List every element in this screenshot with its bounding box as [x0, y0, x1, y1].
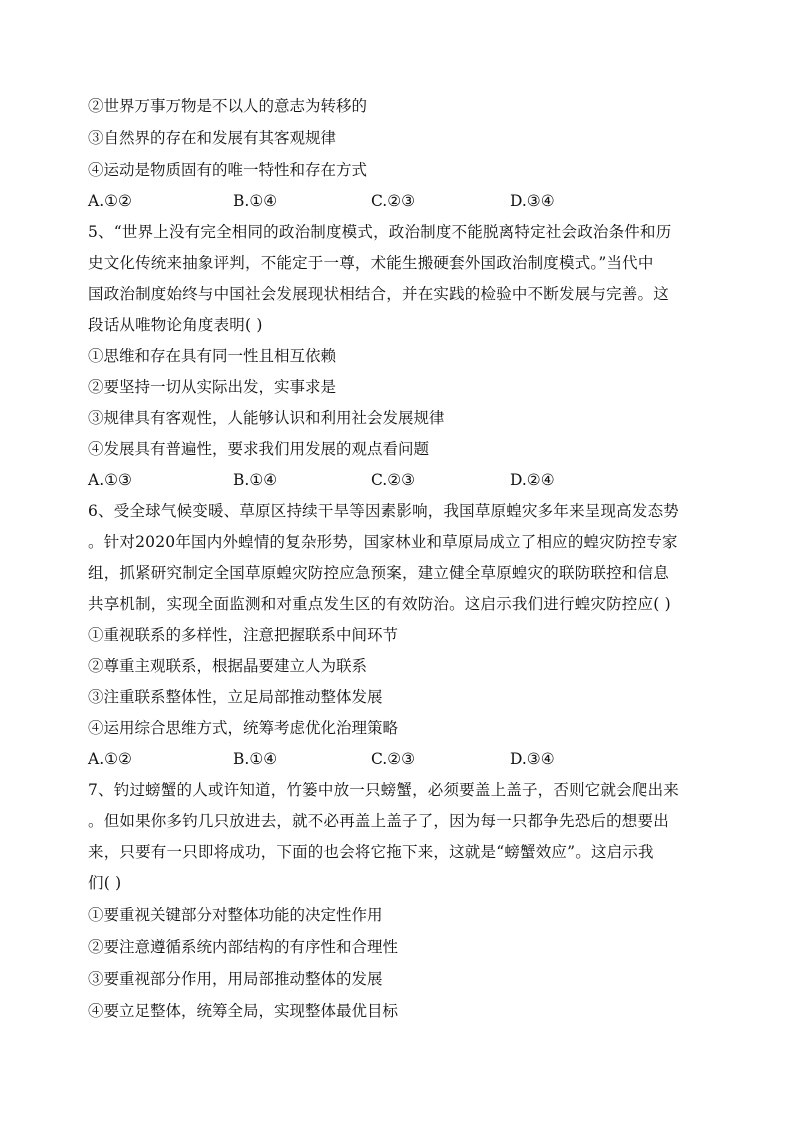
- q5-option-d[interactable]: D.②④: [510, 471, 555, 489]
- q4-statement-3: ③自然界的存在和发展有其客观规律: [88, 129, 337, 147]
- q6-stem-line: 组，抓紧研究制定全国草原蝗灾防控应急预案，建立健全草原蝗灾的联防联控和信息: [88, 564, 669, 582]
- q5-stem-line: 史文化传统来抽象评判，不能定于一尊，术能生搬硬套外国政治制度模式。”当代中: [88, 254, 654, 272]
- q5-statement-1: ①思维和存在具有同一性且相互依赖: [88, 347, 337, 365]
- q6-statement-1: ①重视联系的多样性，注意把握联系中间环节: [88, 626, 399, 644]
- q4-statement-4: ④运动是物质固有的唯一特性和存在方式: [88, 161, 368, 179]
- q7-statement-1: ①要重视关键部分对整体功能的决定性作用: [88, 906, 383, 924]
- q7-statement-4: ④要立足整体，统筹全局，实现整体最优目标: [88, 1002, 399, 1020]
- q7-statement-3: ③要重视部分作用，用局部推动整体的发展: [88, 970, 383, 988]
- q5-option-b[interactable]: B.①④: [233, 471, 278, 489]
- q4-statement-2: ②世界万事万物是不以人的意志为转移的: [88, 97, 368, 115]
- q7-stem-line: 们( ): [88, 874, 122, 892]
- q6-statement-3: ③注重联系整体性，立足局部推动整体发展: [88, 688, 383, 706]
- q6-statement-2: ②尊重主观联系，根据晶要建立人为联系: [88, 657, 368, 675]
- q7-stem-line: 7、钓过螃蟹的人或许知道，竹篓中放一只螃蟹，必须要盖上盖子，否则它就会爬出来: [88, 781, 679, 799]
- q4-option-a[interactable]: A.①②: [88, 192, 132, 210]
- q6-option-d[interactable]: D.③④: [510, 750, 555, 768]
- q6-stem-line: 。针对2020年国内外蝗情的复杂形势，国家林业和草原局成立了相应的蝗灾防控专家: [88, 533, 678, 551]
- q7-stem-line: 。但如果你多钓几只放进去，就不必再盖上盖子了，因为每一只都争先恐后的想要出: [88, 812, 669, 830]
- q6-statement-4: ④运用综合思维方式，统筹考虑优化治理策略: [88, 719, 399, 737]
- q5-stem-line: 段话从唯物论角度表明( ): [88, 316, 263, 334]
- q5-option-c[interactable]: C.②③: [371, 471, 416, 489]
- q6-option-a[interactable]: A.①②: [88, 750, 132, 768]
- q4-option-d[interactable]: D.③④: [510, 192, 555, 210]
- q7-statement-2: ②要注意遵循系统内部结构的有序性和合理性: [88, 938, 399, 956]
- q5-option-a[interactable]: A.①③: [88, 471, 132, 489]
- q6-stem-line: 6、受全球气候变暖、草原区持续干旱等因素影响，我国草原蝗灾多年来呈现高发态势: [88, 502, 679, 520]
- q7-stem-line: 来，只要有一只即将成功，下面的也会将它拖下来，这就是“螃蟹效应”。这启示我: [88, 843, 654, 861]
- q5-stem-line: 国政治制度始终与中国社会发展现状相结合，并在实践的检验中不断发展与完善。这: [88, 285, 669, 303]
- q5-statement-3: ③规律具有客观性，人能够认识和利用社会发展规律: [88, 409, 445, 427]
- q5-statement-2: ②要坚持一切从实际出发，实事求是: [88, 378, 337, 396]
- q5-stem-line: 5、“世界上没有完全相同的政治制度模式，政治制度不能脱离特定社会政治条件和历: [88, 223, 672, 241]
- q4-option-b[interactable]: B.①④: [233, 192, 278, 210]
- q6-option-b[interactable]: B.①④: [233, 750, 278, 768]
- q6-option-c[interactable]: C.②③: [371, 750, 416, 768]
- q6-stem-line: 共享机制，实现全面监测和对重点发生区的有效防治。这启示我们进行蝗灾防控应( ): [88, 595, 671, 613]
- q5-statement-4: ④发展具有普遍性，要求我们用发展的观点看问题: [88, 440, 430, 458]
- q4-option-c[interactable]: C.②③: [371, 192, 416, 210]
